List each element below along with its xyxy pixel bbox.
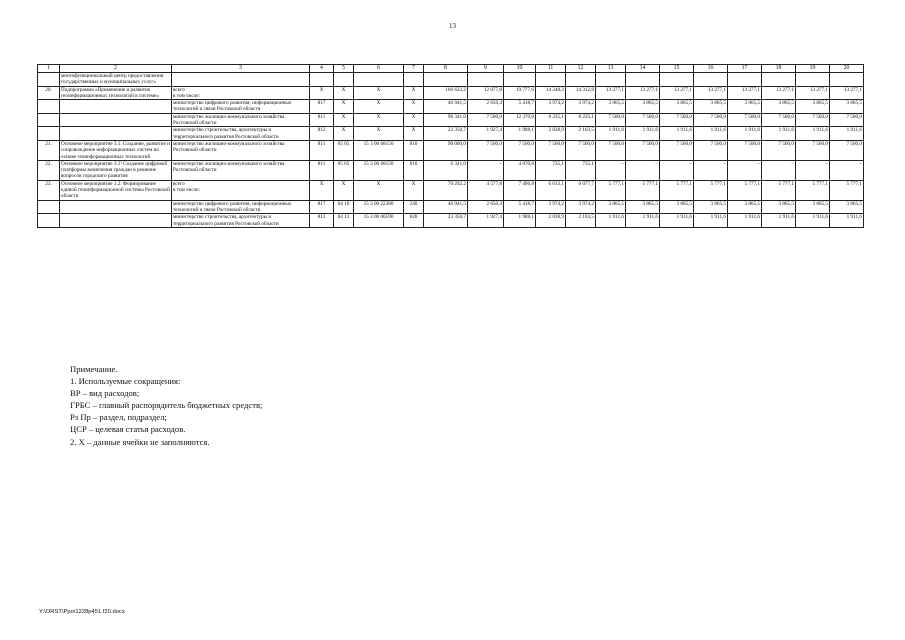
amount-cell: 7 500,0 [796, 140, 830, 160]
amount-cell: 13 277,1 [626, 86, 660, 100]
program-name: многофункциональный центр предоставления государственных и муниципальных услуг» [60, 73, 172, 87]
expense-type-code: 620 [404, 214, 424, 228]
program-name [60, 127, 172, 141]
amount-cell: 8 235,1 [566, 113, 596, 127]
expense-type-code: X [404, 127, 424, 141]
amount-cell [468, 73, 504, 87]
amount-cell: 7 500,0 [830, 113, 864, 127]
column-header-12: 12 [566, 65, 596, 73]
amount-cell: 5 418,7 [504, 200, 536, 214]
table-row [38, 200, 864, 214]
table-header-row [38, 65, 864, 73]
amount-cell: 13 277,1 [596, 86, 626, 100]
amount-cell: 3 865,5 [762, 200, 796, 214]
amount-cell: 7 500,0 [468, 113, 504, 127]
column-header-5: 5 [334, 65, 354, 73]
section-code [334, 73, 354, 87]
amount-cell: 13 277,1 [796, 86, 830, 100]
amount-cell: 7 500,0 [660, 140, 694, 160]
table-row [38, 127, 864, 141]
target-item-code: X [354, 127, 404, 141]
amount-cell: 735,1 [536, 160, 566, 180]
amount-cell: 13 277,1 [660, 86, 694, 100]
amount-cell: 7 500,0 [468, 140, 504, 160]
amount-cell: 3 865,5 [830, 100, 864, 114]
amount-cell: 3 974,2 [536, 100, 566, 114]
row-number [38, 214, 60, 228]
table-row [38, 73, 864, 87]
column-header-14: 14 [626, 65, 660, 73]
amount-cell [830, 73, 864, 87]
responsible-organization: министерство жилищно-коммунального хозяйства Ростовской области [172, 160, 310, 180]
amount-cell: 5 777,1 [694, 180, 728, 200]
amount-cell: 7 500,0 [694, 140, 728, 160]
amount-cell: 46 941,5 [424, 100, 468, 114]
column-header-16: 16 [694, 65, 728, 73]
expense-type-code: 810 [404, 160, 424, 180]
amount-cell: 1 911,6 [596, 127, 626, 141]
amount-cell: 6 077,7 [566, 180, 596, 200]
grbs-code: 817 [310, 200, 334, 214]
program-name [60, 200, 172, 214]
row-number [38, 100, 60, 114]
target-item-code: 15 3 00 22380 [354, 200, 404, 214]
amount-cell: – [728, 160, 762, 180]
amount-cell: 1 911,6 [626, 214, 660, 228]
amount-cell: 3 865,5 [796, 200, 830, 214]
amount-cell: 3 865,5 [660, 100, 694, 114]
amount-cell: 7 500,0 [660, 113, 694, 127]
expense-type-code: X [404, 113, 424, 127]
amount-cell: 23 350,7 [424, 214, 468, 228]
file-path-footer: Y:\ORST\Ppo\1228p451.f20.docx [39, 609, 125, 615]
column-header-4: 4 [310, 65, 334, 73]
note-line: ГРБС – главный распорядитель бюджетных средств; [70, 400, 263, 411]
row-number: 23. [38, 180, 60, 200]
amount-cell: 1 911,6 [694, 127, 728, 141]
amount-cell [728, 73, 762, 87]
section-code: X [334, 100, 354, 114]
program-name [60, 113, 172, 127]
amount-cell: 7 500,0 [694, 113, 728, 127]
amount-cell: 3 974,2 [566, 200, 596, 214]
column-header-20: 20 [830, 65, 864, 73]
amount-cell: 7 500,0 [762, 113, 796, 127]
amount-cell: 1 911,6 [728, 127, 762, 141]
amount-cell: 7 500,0 [796, 113, 830, 127]
grbs-code: 812 [310, 214, 334, 228]
amount-cell: 70 292,2 [424, 180, 468, 200]
expense-type-code: X [404, 180, 424, 200]
amount-cell: 7 500,0 [830, 140, 864, 160]
amount-cell: – [694, 160, 728, 180]
amount-cell: 3 974,2 [566, 100, 596, 114]
amount-cell: 3 865,5 [762, 100, 796, 114]
amount-cell: 5 777,1 [796, 180, 830, 200]
amount-cell: 2 103,5 [566, 127, 596, 141]
target-item-code: X [354, 180, 404, 200]
amount-cell: 7 500,0 [596, 113, 626, 127]
target-item-code: X [354, 100, 404, 114]
amount-cell: 7 500,0 [536, 140, 566, 160]
page-number: 13 [449, 22, 456, 30]
amount-cell: 14 248,2 [536, 86, 566, 100]
program-name: Основное мероприятие 3.2. Формирование единой геоинформационной системы Ростовской области [61, 180, 170, 200]
amount-cell: 14 312,8 [566, 86, 596, 100]
column-header-19: 19 [796, 65, 830, 73]
amount-cell: 3 865,5 [694, 100, 728, 114]
amount-cell: 1 911,6 [830, 214, 864, 228]
amount-cell: 2 038,9 [536, 127, 566, 141]
column-header-3: 3 [172, 65, 310, 73]
row-number: 20. [38, 86, 60, 100]
section-code: 05 05 [334, 160, 354, 180]
column-header-9: 9 [468, 65, 504, 73]
amount-cell: 2 038,9 [536, 214, 566, 228]
column-header-17: 17 [728, 65, 762, 73]
target-item-code: 15 3 00 68150 [354, 140, 404, 160]
amount-cell: 7 500,0 [626, 140, 660, 160]
amount-cell: – [626, 160, 660, 180]
amount-cell: 12 077,8 [468, 86, 504, 100]
amount-cell: 3 865,5 [626, 200, 660, 214]
responsible-organization: министерство цифрового развития, информационных технологий и связи Ростовской области [172, 200, 310, 214]
section-code: X [334, 180, 354, 200]
note-line: 2. X – данные ячейки не заполняются. [70, 436, 210, 447]
responsible-organization: министерство жилищно-коммунального хозяйства Ростовской области [172, 140, 310, 160]
grbs-code: 811 [310, 160, 334, 180]
amount-cell: 5 418,7 [504, 100, 536, 114]
table-row [38, 86, 864, 100]
amount-cell: 7 500,0 [504, 140, 536, 160]
responsible-organization [172, 73, 310, 87]
amount-cell: 1 911,6 [694, 214, 728, 228]
column-header-2: 2 [60, 65, 172, 73]
amount-cell: 3 865,5 [626, 100, 660, 114]
amount-cell: 2 650,4 [468, 100, 504, 114]
amount-cell: – [762, 160, 796, 180]
budget-table [37, 64, 864, 228]
responsible-organization: министерство жилищно-коммунального хозяйства Ростовской области [172, 113, 310, 127]
amount-cell: 5 777,1 [596, 180, 626, 200]
column-header-18: 18 [762, 65, 796, 73]
amount-cell: 4 577,8 [468, 180, 504, 200]
amount-cell [796, 73, 830, 87]
amount-cell: 735,1 [566, 160, 596, 180]
responsible-organization: министерство строительства, архитектуры и территориального развития Ростовской области [172, 214, 310, 228]
amount-cell: 1 927,4 [468, 127, 504, 141]
amount-cell [660, 73, 694, 87]
grbs-code: 812 [310, 127, 334, 141]
amount-cell: 5 777,1 [830, 180, 864, 200]
amount-cell: 6 013,1 [536, 180, 566, 200]
table-row [38, 140, 864, 160]
amount-cell: 46 941,5 [424, 200, 468, 214]
grbs-code: 817 [310, 100, 334, 114]
amount-cell: 1 988,1 [504, 214, 536, 228]
amount-cell: 3 974,2 [536, 200, 566, 214]
section-code: X [334, 86, 354, 100]
amount-cell [626, 73, 660, 87]
amount-cell: 1 911,6 [796, 214, 830, 228]
amount-cell: 13 277,1 [694, 86, 728, 100]
amount-cell: 13 277,1 [762, 86, 796, 100]
table-body [38, 73, 864, 228]
amount-cell: 3 865,5 [728, 100, 762, 114]
amount-cell: 2 650,4 [468, 200, 504, 214]
column-header-11: 11 [536, 65, 566, 73]
amount-cell: 166 633,2 [424, 86, 468, 100]
note-line: ВР – вид расходов; [70, 388, 140, 399]
amount-cell: 1 911,6 [762, 214, 796, 228]
responsible-organization: всего в том числе: [172, 86, 310, 100]
row-number [38, 127, 60, 141]
grbs-code: X [310, 86, 334, 100]
amount-cell: 3 865,5 [694, 200, 728, 214]
amount-cell: 5 777,1 [762, 180, 796, 200]
row-number [38, 73, 60, 87]
target-item-code: 15 3 00 00590 [354, 214, 404, 228]
responsible-organization: всего в том числе: [172, 180, 310, 200]
program-name: Основное мероприятие 3.1¹ Создание цифровой платформы вовлечения граждан в решение вопросов городского развития [60, 160, 172, 180]
grbs-code [310, 73, 334, 87]
table-row [38, 113, 864, 127]
section-code: 05 05 [334, 140, 354, 160]
grbs-code: 811 [310, 113, 334, 127]
column-header-8: 8 [424, 65, 468, 73]
amount-cell: 1 911,6 [728, 214, 762, 228]
column-header-6: 6 [354, 65, 404, 73]
table-row [38, 100, 864, 114]
amount-cell: 1 911,6 [596, 214, 626, 228]
amount-cell: 1 911,6 [796, 127, 830, 141]
table-row [38, 160, 864, 180]
amount-cell: 5 777,1 [660, 180, 694, 200]
amount-cell [596, 73, 626, 87]
target-item-code [354, 73, 404, 87]
amount-cell: 1 927,4 [468, 214, 504, 228]
amount-cell: 7 500,0 [596, 140, 626, 160]
expense-type-code: X [404, 100, 424, 114]
amount-cell: 7 500,0 [762, 140, 796, 160]
amount-cell [566, 73, 596, 87]
amount-cell [424, 73, 468, 87]
target-item-code: X [354, 113, 404, 127]
amount-cell: 19 777,6 [504, 86, 536, 100]
amount-cell: – [796, 160, 830, 180]
amount-cell: 3 865,5 [596, 200, 626, 214]
table-row [38, 214, 864, 228]
amount-cell: 4 870,8 [504, 160, 536, 180]
note-line: 1. Используемые сокращения: [70, 376, 181, 387]
grbs-code: X [310, 180, 334, 200]
amount-cell: 1 911,6 [626, 127, 660, 141]
amount-cell: 7 500,0 [566, 140, 596, 160]
amount-cell: 5 777,1 [626, 180, 660, 200]
row-number [38, 113, 60, 127]
amount-cell: 3 865,5 [796, 100, 830, 114]
amount-cell: 13 277,1 [728, 86, 762, 100]
expense-type-code [404, 73, 424, 87]
amount-cell: 6 341,0 [424, 160, 468, 180]
amount-cell: 1 911,6 [660, 127, 694, 141]
responsible-organization: министерство строительства, архитектуры и территориального развития Ростовской области [172, 127, 310, 141]
amount-cell: 2 103,5 [566, 214, 596, 228]
program-name: Основное мероприятие 3.1. Создание, развитие и сопровождение информационных систем на основе геоинформационных технологий [61, 140, 170, 160]
amount-cell: 1 911,6 [660, 214, 694, 228]
amount-cell: 7 500,0 [728, 140, 762, 160]
expense-type-code: X [404, 86, 424, 100]
expense-type-code: 240 [404, 200, 424, 214]
grbs-code: 811 [310, 140, 334, 160]
program-name [60, 214, 172, 228]
section-code: 04 10 [334, 200, 354, 214]
amount-cell: 1 911,6 [830, 127, 864, 141]
column-header-1: 1 [38, 65, 60, 73]
amount-cell: 5 777,1 [728, 180, 762, 200]
amount-cell: – [660, 160, 694, 180]
notes-section [70, 363, 262, 448]
row-number: 21. [38, 140, 60, 160]
amount-cell: 7 500,0 [728, 113, 762, 127]
target-item-code: 15 3 00 68150 [354, 160, 404, 180]
section-code: 04 12 [334, 214, 354, 228]
amount-cell: 8 235,1 [536, 113, 566, 127]
amount-cell: 90 000,0 [424, 140, 468, 160]
note-line: Рз Пр – раздел, подраздел; [70, 412, 167, 423]
section-code: X [334, 113, 354, 127]
amount-cell: – [830, 160, 864, 180]
row-number: 22. [38, 160, 60, 180]
amount-cell: – [596, 160, 626, 180]
target-item-code: X [354, 86, 404, 100]
program-name: Подпрограмма «Применение и развитие геоинформационных технологий в системе» [60, 86, 172, 100]
column-header-7: 7 [404, 65, 424, 73]
amount-cell: 1 988,1 [504, 127, 536, 141]
column-header-13: 13 [596, 65, 626, 73]
row-number [38, 200, 60, 214]
note-line: ЦСР – целевая статья расходов. [70, 424, 186, 435]
amount-cell: 7 406,8 [504, 180, 536, 200]
amount-cell: 1 911,6 [762, 127, 796, 141]
responsible-organization: министерство цифрового развития, информационных технологий и связи Ростовской области [172, 100, 310, 114]
expense-type-code: 810 [404, 140, 424, 160]
amount-cell [762, 73, 796, 87]
amount-cell: 3 865,5 [660, 200, 694, 214]
amount-cell: 96 341,0 [424, 113, 468, 127]
amount-cell: – [468, 160, 504, 180]
amount-cell: 13 277,1 [830, 86, 864, 100]
amount-cell: 7 500,0 [626, 113, 660, 127]
table-row [38, 180, 864, 200]
amount-cell: 3 865,5 [728, 200, 762, 214]
amount-cell: 3 865,5 [596, 100, 626, 114]
column-header-10: 10 [504, 65, 536, 73]
section-code: X [334, 127, 354, 141]
column-header-15: 15 [660, 65, 694, 73]
amount-cell [694, 73, 728, 87]
amount-cell [504, 73, 536, 87]
amount-cell [536, 73, 566, 87]
amount-cell: 3 865,5 [830, 200, 864, 214]
note-line: Примечание. [70, 364, 118, 374]
amount-cell: 23 350,7 [424, 127, 468, 141]
program-name [60, 100, 172, 114]
amount-cell: 12 370,8 [504, 113, 536, 127]
